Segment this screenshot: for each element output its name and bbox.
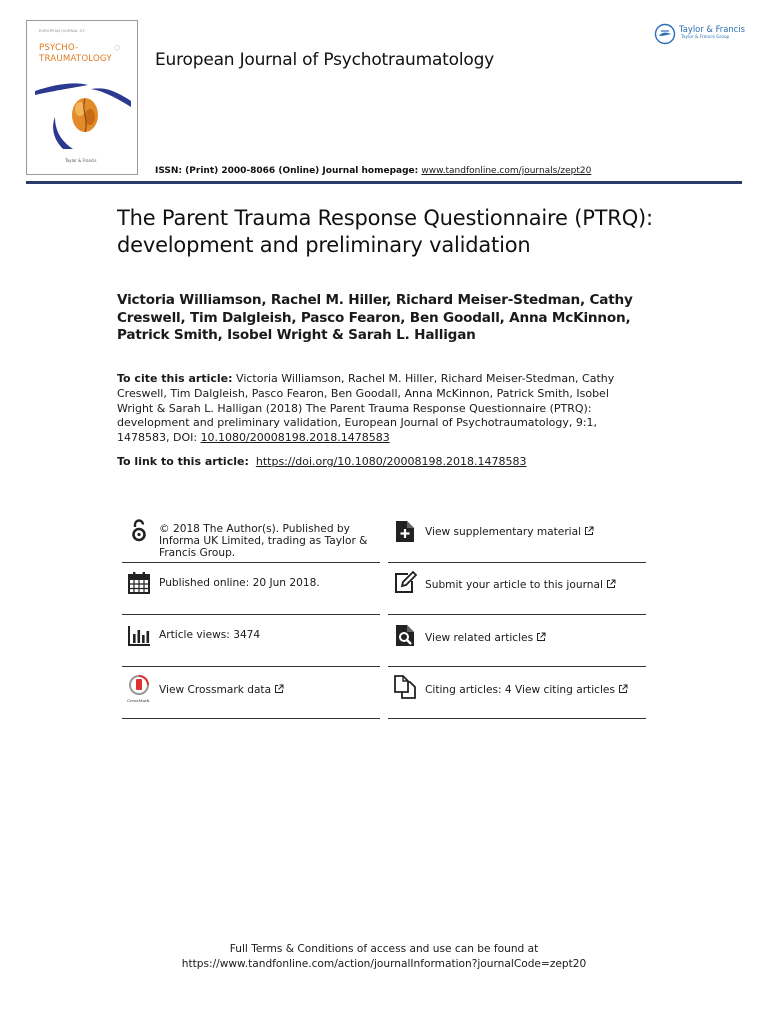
calendar-icon [126,570,152,596]
submit-cell[interactable] [388,564,646,616]
related-label: View related articles [425,632,534,644]
cover-small-title: EUROPEAN JOURNAL OF [39,29,85,33]
article-title: The Parent Trauma Response Questionnaire (PTRQ): development and preliminary validation [117,206,653,257]
publisher-logo-name: Taylor & Francis [679,24,745,34]
search-document-icon [392,622,418,648]
article-views: Article views: 3474 [159,629,261,641]
external-link-icon [584,526,594,536]
related-cell[interactable] [388,616,646,668]
article-authors: Victoria Williamson, Rachel M. Hiller, Richard Meiser-Stedman, Cathy Creswell, Tim Dalgleish, Pasco Fearon, Ben Goodall, Anna McKinnon, Patrick Smith, Isobel Wright & Sarah L. Halligan [117,292,633,343]
related-link[interactable] [425,632,546,644]
crossmark-icon [126,674,152,700]
external-link-icon [606,579,616,589]
supplementary-cell[interactable] [388,512,646,564]
row-divider [388,666,646,667]
submit-link[interactable] [425,579,616,591]
article-doi-url[interactable]: https://doi.org/10.1080/20008198.2018.1478583 [255,455,527,468]
row-divider [122,562,380,563]
external-link-icon [536,632,546,642]
license-text: © 2018 The Author(s). Published by Informa UK Limited, trading as Taylor & Francis Group. [159,523,368,559]
header-rule [26,181,742,184]
copy-documents-icon [392,674,418,700]
publisher-logo-group: Taylor & Francis Group [681,35,730,40]
journal-homepage-link[interactable]: www.tandfonline.com/journals/zept20 [421,166,592,176]
published-cell [122,564,380,616]
row-divider [122,718,380,719]
external-link-icon [618,684,628,694]
open-access-icon [126,518,152,544]
issn-line [155,166,591,176]
cite-text: Victoria Williamson, Rachel M. Hiller, Richard Meiser-Stedman, Cathy Creswell, Tim Dalgleish, Pasco Fearon, Ben Goodall, Anna McKinnon, Patrick Smith, Isobel Wright & Sarah L. Halligan (2018) The Parent Trauma Response Questionnaire (PTRQ): development and preliminary validation, European Journal of Psychotraumatology, 9:1, 1478583, DOI: [117,372,615,445]
citing-link[interactable] [425,684,628,696]
crossmark-link[interactable] [159,684,284,696]
plus-document-icon [392,518,418,544]
supplementary-label: View supplementary material [425,526,582,538]
crossmark-logo-text: CrossMark [127,698,150,703]
cover-title-line-2: TRAUMATOLOGY [39,53,112,64]
bar-chart-icon [126,622,152,648]
link-label: To link to this article: [117,455,249,468]
row-divider [122,614,380,615]
supplementary-link[interactable] [425,526,594,538]
citing-label: Citing articles: 4 View citing articles [425,684,615,696]
footer-terms-link[interactable]: https://www.tandfonline.com/action/journalInformation?journalCode=zept20 [181,958,587,970]
crossmark-cell[interactable] [122,668,380,720]
cover-title-line-1: PSYCHO- [39,43,79,53]
cover-artwork [33,79,133,154]
footer-line-1: Full Terms & Conditions of access and use can be found at [229,943,539,955]
cite-label: To cite this article: [117,372,233,385]
row-divider [122,666,380,667]
citing-cell[interactable] [388,668,646,720]
cover-publisher-mark: Taylor & Francis [65,158,97,163]
row-divider [388,562,646,563]
license-cell [122,512,380,564]
crossmark-label: View Crossmark data [159,684,272,696]
views-cell [122,616,380,668]
row-divider [388,718,646,719]
link-to-article [117,455,526,468]
journal-name: European Journal of Psychotraumatology [155,50,495,70]
external-link-icon [274,684,284,694]
submit-label: Submit your article to this journal [425,579,603,591]
issn-text: ISSN: (Print) 2000-8066 (Online) Journal homepage: [155,166,422,176]
published-date: Published online: 20 Jun 2018. [159,577,320,589]
taylor-francis-logo-icon [654,23,676,45]
publisher-logo [653,22,749,48]
edit-icon [392,570,418,596]
doi-link[interactable]: 10.1080/20008198.2018.1478583 [200,431,390,445]
row-divider [388,614,646,615]
journal-cover-thumbnail: EUROPEAN JOURNAL OF PSYCHO- TRAUMATOLOGY ◯ Taylor & Francis [26,20,138,175]
citation-block [117,372,647,446]
footer-terms [0,942,768,972]
